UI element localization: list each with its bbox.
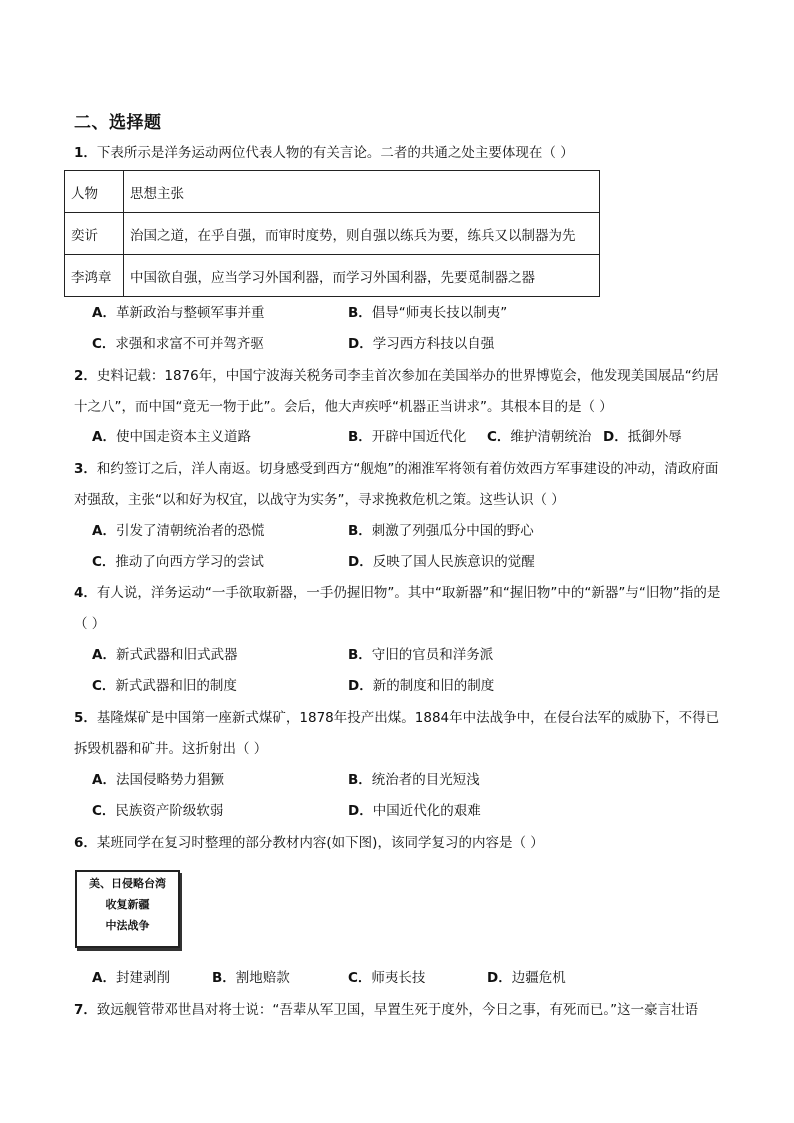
option-d[interactable]: D．抵御外辱 xyxy=(603,429,682,445)
option-c[interactable]: C．求强和求富不可并驾齐驱 xyxy=(92,336,264,352)
table-cell: 中国欲自强，应当学习外国利器，而学习外国利器，先要觅制器之器 xyxy=(124,255,600,297)
option-c[interactable]: C．新式武器和旧的制度 xyxy=(92,678,237,694)
question-number: 2． xyxy=(74,368,97,384)
option-a[interactable]: A．封建剥削 xyxy=(92,970,170,986)
option-a[interactable]: A．法国侵略势力猖獗 xyxy=(92,772,224,788)
table-cell: 李鸿章 xyxy=(65,255,124,297)
question-number: 7． xyxy=(74,1002,97,1018)
question-text: 和约签订之后，洋人南返。切身感受到西方“舰炮”的湘淮军将领有着仿效西方军事建设的冲动，清政府面对强敌，主张“以和好为权宜，以战守为实务”，寻求挽救危机之策。这些认识（ ） xyxy=(74,461,719,508)
question-number: 4． xyxy=(74,585,97,601)
option-c[interactable]: C．推动了向西方学习的尝试 xyxy=(92,554,264,570)
option-b[interactable]: B．开辟中国近代化 xyxy=(348,429,467,445)
option-c[interactable]: C．民族资产阶级软弱 xyxy=(92,803,224,819)
question-number: 1． xyxy=(74,145,97,161)
question-1 xyxy=(74,138,724,169)
option-d[interactable]: D．学习西方科技以自强 xyxy=(348,336,495,352)
option-a[interactable]: A．新式武器和旧式武器 xyxy=(92,647,238,663)
section-title: 二、选择题 xyxy=(74,113,162,133)
question-2 xyxy=(74,361,724,423)
question-7 xyxy=(74,995,724,1026)
option-d[interactable]: D．反映了国人民族意识的觉醒 xyxy=(348,554,535,570)
question-text: 史料记载：1876年，中国宁波海关税务司李圭首次参加在美国举办的世界博览会，他发现美国展品“约居十之八”，而中国“竟无一物于此”。会后，他大声疾呼“机器正当讲求”。其根本目的是（ ） xyxy=(74,368,719,415)
option-a[interactable]: A．革新政治与整顿军事并重 xyxy=(92,305,265,321)
question-text: 基隆煤矿是中国第一座新式煤矿，1878年投产出煤。1884年中法战争中，在侵台法军的威胁下，不得已拆毁机器和矿井。这折射出（ ） xyxy=(74,710,720,757)
table-cell: 奕䜣 xyxy=(65,213,124,255)
question-text: 下表所示是洋务运动两位代表人物的有关言论。二者的共通之处主要体现在（ ） xyxy=(96,145,574,161)
question-4 xyxy=(74,578,724,640)
box-line: 收复新疆 xyxy=(105,898,150,911)
option-b[interactable]: B．刺激了列强瓜分中国的野心 xyxy=(348,523,534,539)
question-text: 致远舰管带邓世昌对将士说：“吾辈从军卫国，早置生死于度外，今日之事，有死而已。”这一豪言壮语 xyxy=(96,1002,699,1018)
question-number: 5． xyxy=(74,710,97,726)
question-number: 3． xyxy=(74,461,97,477)
option-b[interactable]: B．倡导“师夷长技以制夷” xyxy=(348,305,508,321)
option-a[interactable]: A．引发了清朝统治者的恐慌 xyxy=(92,523,265,539)
table-row xyxy=(65,171,600,213)
table-cell: 人物 xyxy=(65,171,124,213)
textbook-excerpt-box xyxy=(75,870,180,948)
question-5 xyxy=(74,703,724,765)
table-row xyxy=(65,255,600,297)
question-text: 某班同学在复习时整理的部分教材内容(如下图)，该同学复习的内容是（ ） xyxy=(96,835,544,851)
quote-table xyxy=(64,170,600,297)
table-row xyxy=(65,213,600,255)
question-text: 有人说，洋务运动“一手欲取新器，一手仍握旧物”。其中“取新器”和“握旧物”中的“新器”与“旧物”指的是（ ） xyxy=(74,585,721,632)
question-3 xyxy=(74,454,724,516)
option-c[interactable]: C．师夷长技 xyxy=(348,970,426,986)
option-d[interactable]: D．新的制度和旧的制度 xyxy=(348,678,495,694)
option-b[interactable]: B．统治者的目光短浅 xyxy=(348,772,480,788)
question-number: 6． xyxy=(74,835,97,851)
table-cell: 思想主张 xyxy=(124,171,600,213)
option-c[interactable]: C．维护清朝统治 xyxy=(487,429,592,445)
box-line: 中法战争 xyxy=(105,919,150,932)
option-d[interactable]: D．中国近代化的艰难 xyxy=(348,803,481,819)
option-b[interactable]: B．守旧的官员和洋务派 xyxy=(348,647,494,663)
option-d[interactable]: D．边疆危机 xyxy=(487,970,566,986)
box-line: 美、日侵略台湾 xyxy=(89,877,166,890)
table-cell: 治国之道，在乎自强，而审时度势，则自强以练兵为要，练兵又以制器为先 xyxy=(124,213,600,255)
option-b[interactable]: B．割地赔款 xyxy=(212,970,290,986)
option-a[interactable]: A．使中国走资本主义道路 xyxy=(92,429,251,445)
question-6 xyxy=(74,828,724,859)
